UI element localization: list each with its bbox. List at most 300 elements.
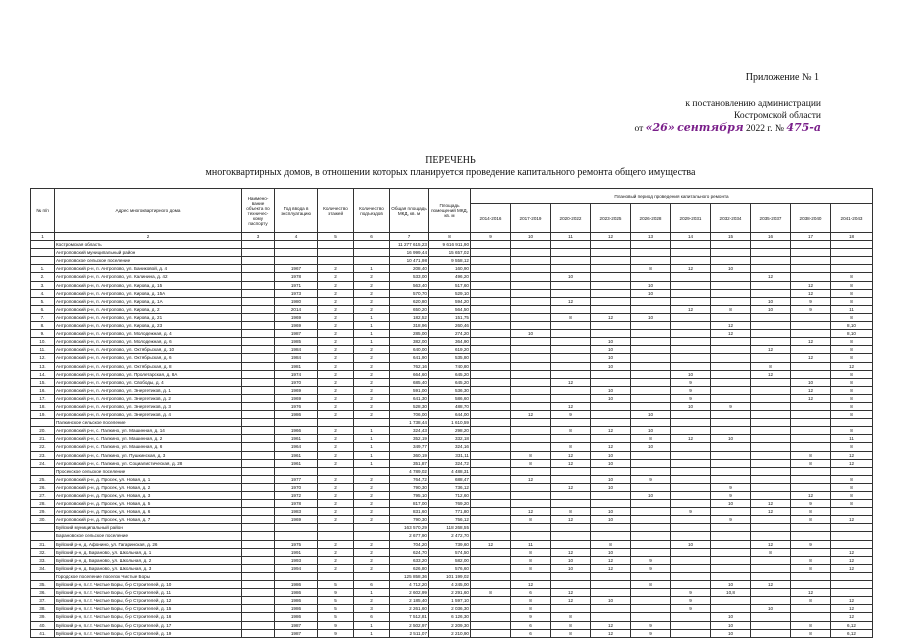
title-line-2: многоквартирных домов, в отношении которых планируется проведение капитального ремонта общего имущества — [205, 167, 696, 178]
row-material — [242, 500, 275, 508]
row-num: 28. — [31, 500, 55, 508]
row-floors: 2 — [318, 289, 354, 297]
row-period-value — [751, 613, 791, 621]
row-period-value — [751, 621, 791, 629]
table-row — [31, 386, 873, 394]
row-period-value — [631, 257, 671, 265]
row-period-value: 12 — [591, 556, 631, 564]
row-period-value — [791, 313, 831, 321]
row-period-value — [671, 257, 711, 265]
header-period-9: 2041-2043 — [831, 204, 873, 233]
header-period-7: 2035-2037 — [751, 204, 791, 233]
row-floors: 5 — [318, 597, 354, 605]
row-total-area: 7 512,81 — [390, 613, 429, 621]
row-floors — [318, 532, 354, 540]
row-period-value — [751, 597, 791, 605]
row-total-area: 360,19 — [390, 451, 429, 459]
row-period-value: 8 — [551, 629, 591, 637]
row-period-value: 12 — [511, 411, 551, 419]
row-address: Антроповский р-н, д. Просек, ул. Новая, д. 2 — [55, 483, 242, 491]
row-period-value — [471, 427, 511, 435]
row-period-value — [631, 322, 671, 330]
table-row — [31, 459, 873, 467]
row-living-area: 4 245,00 — [429, 581, 471, 589]
row-period-value: 9 — [671, 386, 711, 394]
row-period-value: 10 — [711, 265, 751, 273]
table-row — [31, 378, 873, 386]
row-entrances: 2 — [354, 500, 390, 508]
row-period-value: 8 — [791, 516, 831, 524]
row-address: Буйский р-н, п.г.т. Чистые Боры, б-р Строителей, д. 10 — [55, 581, 242, 589]
row-material — [242, 548, 275, 556]
row-year: 1986 — [275, 613, 318, 621]
row-period-value — [511, 419, 551, 427]
row-period-value: 10 — [591, 362, 631, 370]
row-period-value: 12 — [751, 581, 791, 589]
row-period-value — [591, 305, 631, 313]
row-material — [242, 411, 275, 419]
row-period-value — [591, 411, 631, 419]
row-year: 1969 — [275, 313, 318, 321]
row-year: 1969 — [275, 394, 318, 402]
row-period-value: 8 — [831, 289, 873, 297]
row-living-area: 619,20 — [429, 346, 471, 354]
row-period-value: 10 — [631, 427, 671, 435]
row-period-value: 9 — [671, 508, 711, 516]
row-period-value — [511, 289, 551, 297]
row-entrances: 1 — [354, 629, 390, 637]
row-period-value — [791, 581, 831, 589]
row-year: 1977 — [275, 475, 318, 483]
row-address: Буйский р-н, п.г.т. Чистые Боры, б-р Строителей, д. 11 — [55, 589, 242, 597]
row-period-value: 10 — [711, 621, 751, 629]
row-period-value: 12 — [791, 281, 831, 289]
row-period-value: 10 — [591, 338, 631, 346]
row-floors: 2 — [318, 265, 354, 273]
row-period-value: 8 — [831, 386, 873, 394]
row-period-value — [471, 443, 511, 451]
row-period-value: 8 — [791, 597, 831, 605]
row-living-area: 298,20 — [429, 427, 471, 435]
table-row — [31, 411, 873, 419]
row-period-value — [711, 556, 751, 564]
row-num: 25. — [31, 475, 55, 483]
row-living-area: 582,00 — [429, 556, 471, 564]
row-period-value — [471, 305, 511, 313]
row-total-area: 2 602,99 — [390, 589, 429, 597]
row-period-value — [591, 322, 631, 330]
row-material — [242, 443, 275, 451]
row-material — [242, 508, 275, 516]
row-period-value — [551, 362, 591, 370]
row-period-value — [631, 402, 671, 410]
row-period-value — [751, 249, 791, 257]
row-period-value: 12 — [791, 289, 831, 297]
row-period-value — [551, 605, 591, 613]
row-period-value — [711, 386, 751, 394]
row-period-value: 12 — [591, 564, 631, 572]
row-period-value — [751, 524, 791, 532]
row-period-value: 10 — [511, 330, 551, 338]
row-period-value — [631, 459, 671, 467]
row-entrances: 2 — [354, 386, 390, 394]
row-period-value: 12 — [831, 556, 873, 564]
row-address: Буйский р-н, п.г.т. Чистые Боры, б-р Строителей, д. 12 — [55, 597, 242, 605]
row-period-value — [751, 322, 791, 330]
row-total-area: 349,77 — [390, 443, 429, 451]
table-row — [31, 330, 873, 338]
row-period-value — [591, 419, 631, 427]
row-period-value: 12 — [791, 589, 831, 597]
row-living-area: 15 657,02 — [429, 249, 471, 257]
table-row — [31, 394, 873, 402]
row-address: Антроповский р-н, с. Палкино, ул. Машинная, д. 2 — [55, 435, 242, 443]
row-year: 1981 — [275, 362, 318, 370]
row-period-value — [551, 346, 591, 354]
row-period-value: 9 — [631, 556, 671, 564]
row-material — [242, 322, 275, 330]
row-period-value — [511, 500, 551, 508]
row-period-value: 12 — [511, 475, 551, 483]
row-address: Буйский муниципальный район — [55, 524, 242, 532]
row-year: 1969 — [275, 322, 318, 330]
row-period-value — [551, 500, 591, 508]
column-number: 16 — [751, 233, 791, 241]
row-living-area: 6 126,30 — [429, 613, 471, 621]
row-living-area: 274,20 — [429, 330, 471, 338]
row-period-value: 10 — [591, 354, 631, 362]
row-period-value — [631, 386, 671, 394]
row-num: 34. — [31, 564, 55, 572]
row-total-area: 620,80 — [390, 297, 429, 305]
row-material — [242, 540, 275, 548]
row-period-value — [471, 629, 511, 637]
row-floors: 2 — [318, 548, 354, 556]
row-year: 1961 — [275, 459, 318, 467]
row-period-value: 8 — [831, 346, 873, 354]
row-period-value — [631, 394, 671, 402]
row-material — [242, 273, 275, 281]
header-period-6: 2032-2034 — [711, 204, 751, 233]
row-period-value — [671, 492, 711, 500]
row-living-area: 740,80 — [429, 362, 471, 370]
row-floors: 2 — [318, 338, 354, 346]
row-period-value: 8 — [831, 492, 873, 500]
row-total-area: 324,43 — [390, 427, 429, 435]
row-period-value — [471, 459, 511, 467]
table-row — [31, 589, 873, 597]
row-period-value — [551, 265, 591, 273]
row-period-value: 12 — [591, 313, 631, 321]
column-number: 4 — [275, 233, 318, 241]
row-period-value — [551, 305, 591, 313]
row-period-value: 8,10 — [831, 330, 873, 338]
row-period-value — [511, 532, 551, 540]
row-period-value — [591, 572, 631, 580]
row-material — [242, 524, 275, 532]
row-period-value: 8 — [551, 621, 591, 629]
row-living-area: 1 610,59 — [429, 419, 471, 427]
row-living-area: 2 472,70 — [429, 532, 471, 540]
row-address: Антроповский р-н, п. Антропово, ул. Кирова, д. 1А — [55, 297, 242, 305]
row-period-value — [471, 322, 511, 330]
row-period-value — [831, 581, 873, 589]
row-period-value: 12 — [551, 297, 591, 305]
row-address: Антроповский р-н, п. Антропово, ул. Октябрьская, д. 6 — [55, 354, 242, 362]
row-period-value — [791, 346, 831, 354]
row-period-value — [751, 516, 791, 524]
row-period-value: 10 — [671, 402, 711, 410]
row-period-value: 12 — [551, 597, 591, 605]
row-year: 1976 — [275, 402, 318, 410]
row-period-value — [791, 613, 831, 621]
row-period-value — [831, 467, 873, 475]
row-material — [242, 459, 275, 467]
row-period-value: 8 — [791, 459, 831, 467]
row-period-value: 10 — [591, 516, 631, 524]
row-period-value: 12 — [551, 402, 591, 410]
row-num: 32. — [31, 548, 55, 556]
header-entrances: Количество подъездов — [354, 189, 390, 233]
row-year: 1969 — [275, 516, 318, 524]
row-entrances: 2 — [354, 548, 390, 556]
row-total-area: 1 738,44 — [390, 419, 429, 427]
row-period-value: 12 — [511, 508, 551, 516]
row-period-value — [631, 305, 671, 313]
row-period-value: 8 — [831, 443, 873, 451]
row-period-value — [831, 241, 873, 249]
row-num: 5. — [31, 297, 55, 305]
row-material — [242, 378, 275, 386]
row-period-value: 8 — [511, 605, 551, 613]
row-num: 24. — [31, 459, 55, 467]
row-year: 1978 — [275, 273, 318, 281]
row-year — [275, 241, 318, 249]
row-address: Антроповский р-н, п. Антропово, ул. Свободы, д. 4 — [55, 378, 242, 386]
row-period-value — [551, 281, 591, 289]
row-year — [275, 419, 318, 427]
row-period-value — [471, 548, 511, 556]
row-living-area: 769,20 — [429, 500, 471, 508]
row-period-value — [791, 548, 831, 556]
row-address: Антроповский р-н, п. Антропово, ул. Молодежная, д. 4 — [55, 330, 242, 338]
row-period-value — [591, 402, 631, 410]
row-period-value — [631, 451, 671, 459]
row-period-value: 8 — [631, 435, 671, 443]
row-period-value — [751, 556, 791, 564]
row-period-value: 9 — [511, 613, 551, 621]
row-total-area: 318,96 — [390, 322, 429, 330]
row-period-value — [671, 273, 711, 281]
row-period-value: 8 — [751, 548, 791, 556]
row-floors: 2 — [318, 443, 354, 451]
row-num: 36. — [31, 589, 55, 597]
row-period-value — [751, 589, 791, 597]
row-floors: 2 — [318, 402, 354, 410]
row-floors: 2 — [318, 330, 354, 338]
row-period-value: 12 — [751, 346, 791, 354]
row-material — [242, 305, 275, 313]
table-row — [31, 629, 873, 637]
row-living-area: 2 209,30 — [429, 621, 471, 629]
table-row — [31, 241, 873, 249]
row-material — [242, 516, 275, 524]
row-period-value — [471, 492, 511, 500]
row-period-value — [471, 281, 511, 289]
row-material — [242, 589, 275, 597]
row-period-value — [591, 492, 631, 500]
row-material — [242, 346, 275, 354]
table-row — [31, 451, 873, 459]
row-period-value — [671, 362, 711, 370]
row-period-value — [551, 354, 591, 362]
row-period-value — [471, 394, 511, 402]
row-floors: 9 — [318, 621, 354, 629]
row-living-area: 739,60 — [429, 540, 471, 548]
row-floors: 2 — [318, 451, 354, 459]
row-num: 30. — [31, 516, 55, 524]
row-total-area: 626,80 — [390, 564, 429, 572]
row-material — [242, 265, 275, 273]
row-year: 1967 — [275, 265, 318, 273]
row-period-value: 10 — [631, 411, 671, 419]
row-period-value — [511, 257, 551, 265]
row-year — [275, 467, 318, 475]
row-period-value — [471, 257, 511, 265]
row-period-value — [591, 281, 631, 289]
row-period-value: 9 — [711, 516, 751, 524]
row-period-value — [591, 589, 631, 597]
row-num: 27. — [31, 492, 55, 500]
row-period-value — [471, 402, 511, 410]
row-period-value — [671, 475, 711, 483]
table-row — [31, 564, 873, 572]
row-living-area: 4 488,31 — [429, 467, 471, 475]
header-period-0: 2014-2016 — [471, 204, 511, 233]
table-row — [31, 322, 873, 330]
row-entrances — [354, 532, 390, 540]
row-living-area: 9 558,12 — [429, 257, 471, 265]
decree-line-2: Костромской области — [734, 111, 821, 121]
table-row — [31, 540, 873, 548]
row-period-value: 9 — [631, 475, 671, 483]
row-address: Антроповский р-н, п. Антропово, ул. Кирова, д. 21 — [55, 313, 242, 321]
row-period-value — [511, 524, 551, 532]
row-period-value — [791, 475, 831, 483]
row-address: Антроповский р-н, п. Антропово, ул. Энергетиков, д. 1 — [55, 386, 242, 394]
row-period-value: 6 — [511, 621, 551, 629]
row-year: 1986 — [275, 589, 318, 597]
row-period-value — [511, 241, 551, 249]
row-num: 4. — [31, 289, 55, 297]
row-period-value — [671, 338, 711, 346]
row-living-area: 9 616 911,90 — [429, 241, 471, 249]
row-num — [31, 524, 55, 532]
row-period-value: 12 — [831, 362, 873, 370]
header-total-area: Общая площадь МКД, кв. м — [390, 189, 429, 233]
row-num: 13. — [31, 362, 55, 370]
row-year: 1964 — [275, 443, 318, 451]
row-period-value — [671, 548, 711, 556]
row-material — [242, 289, 275, 297]
row-entrances: 2 — [354, 508, 390, 516]
row-period-value — [751, 532, 791, 540]
row-year: 1984 — [275, 346, 318, 354]
row-period-value: 10 — [591, 597, 631, 605]
row-period-value: 9 — [791, 540, 831, 548]
row-period-value — [751, 443, 791, 451]
row-period-value — [751, 265, 791, 273]
row-address: Антроповский р-н, п. Антропово, ул. Пролетарская, д. 8А — [55, 370, 242, 378]
row-num: 14. — [31, 370, 55, 378]
row-period-value — [471, 313, 511, 321]
row-living-area: 488,70 — [429, 402, 471, 410]
row-material — [242, 386, 275, 394]
header-floors: Количество этажей — [318, 189, 354, 233]
row-period-value — [631, 540, 671, 548]
row-period-value: 12 — [831, 613, 873, 621]
row-year: 1966 — [275, 427, 318, 435]
row-period-value — [631, 516, 671, 524]
row-period-value — [751, 419, 791, 427]
row-entrances — [354, 249, 390, 257]
row-year: 1986 — [275, 605, 318, 613]
row-period-value — [671, 289, 711, 297]
row-period-value: 8 — [831, 313, 873, 321]
row-entrances: 1 — [354, 435, 390, 443]
row-period-value — [511, 249, 551, 257]
row-floors: 5 — [318, 613, 354, 621]
table-row — [31, 500, 873, 508]
row-address: Антроповский р-н, д. Просек, ул. Новая, д. 7 — [55, 516, 242, 524]
header-period-4: 2026-2028 — [631, 204, 671, 233]
row-period-value: 8 — [831, 500, 873, 508]
row-period-value: 12 — [671, 305, 711, 313]
row-num — [31, 249, 55, 257]
row-period-value — [551, 581, 591, 589]
row-total-area: 764,72 — [390, 475, 429, 483]
row-num: 18. — [31, 402, 55, 410]
row-entrances: 2 — [354, 378, 390, 386]
row-period-value — [631, 548, 671, 556]
row-period-value — [671, 411, 711, 419]
row-entrances: 2 — [354, 297, 390, 305]
row-entrances: 2 — [354, 281, 390, 289]
row-entrances: 1 — [354, 338, 390, 346]
row-num: 9. — [31, 330, 55, 338]
row-period-value — [471, 265, 511, 273]
row-period-value — [751, 629, 791, 637]
row-period-value: 9 — [711, 492, 751, 500]
row-period-value: 8 — [551, 427, 591, 435]
row-living-area: 496,20 — [429, 273, 471, 281]
row-living-area: 324,16 — [429, 443, 471, 451]
row-address: Антроповский р-н, д. Просек, ул. Новая, д. 1 — [55, 475, 242, 483]
appendix-label: Приложение № 1 — [745, 72, 819, 83]
row-num — [31, 257, 55, 265]
row-floors: 2 — [318, 297, 354, 305]
row-period-value — [791, 443, 831, 451]
row-period-value — [511, 265, 551, 273]
row-period-value — [631, 483, 671, 491]
row-floors: 2 — [318, 273, 354, 281]
row-period-value: 6,12 — [831, 629, 873, 637]
row-floors: 2 — [318, 508, 354, 516]
row-total-area: 2 677,90 — [390, 532, 429, 540]
row-period-value — [551, 524, 591, 532]
row-living-area: 536,30 — [429, 386, 471, 394]
row-period-value — [751, 330, 791, 338]
